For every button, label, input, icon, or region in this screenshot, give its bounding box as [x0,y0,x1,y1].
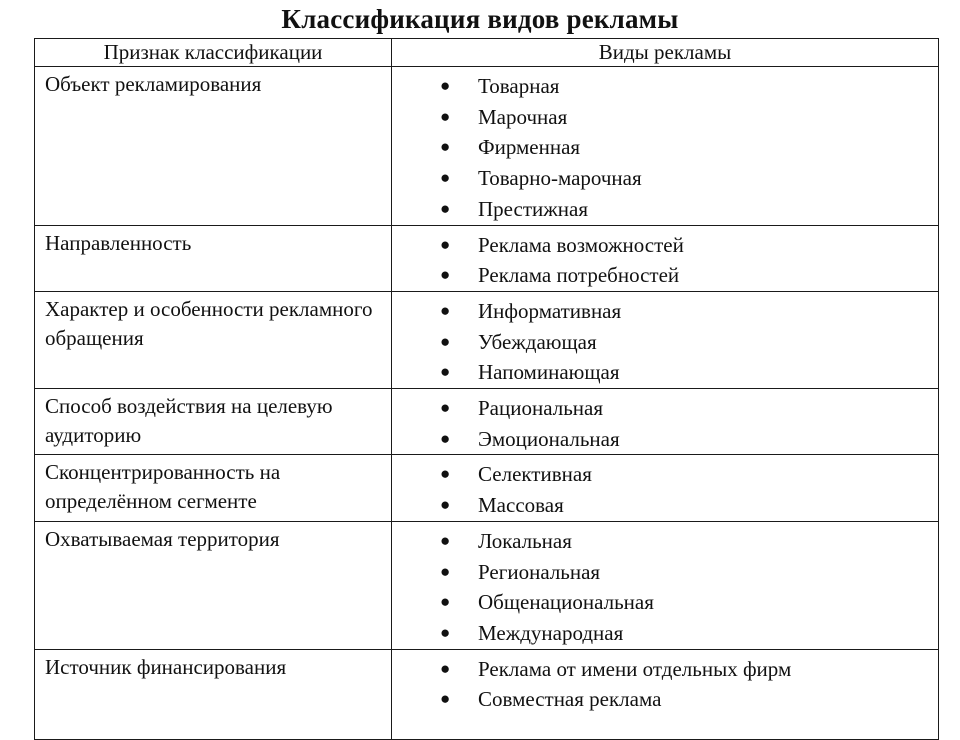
bullet-icon: ● [440,76,451,95]
list-item: ● Рациональная [392,393,938,424]
types-list [392,296,938,388]
list-item: ● Совместная реклама [392,684,938,715]
bullet-icon: ● [440,530,451,550]
list-item: ● Информативная [392,296,938,327]
table-row [35,389,939,455]
types-list [392,71,938,225]
types-cell [392,521,939,649]
bullet-icon: ● [440,137,451,157]
bullet-icon: ● [440,689,451,709]
list-item: ● Массовая [392,490,938,521]
list-item: ● Общенациональная [392,587,938,618]
bullet-icon: ● [440,362,451,382]
list-item: ● Локальная [392,526,938,557]
header-types: Виды рекламы [392,39,939,67]
types-cell [392,67,939,226]
criterion-cell: Характер и особенности рекламного обращения [35,291,392,388]
list-item: ● Международная [392,618,938,649]
bullet-icon: ● [440,234,451,254]
list-item: ● Реклама потребностей [392,260,938,291]
criterion-cell: Направленность [35,225,392,291]
bullet-icon: ● [440,592,451,612]
table-row [35,455,939,521]
list-item: ● Марочная [392,102,938,133]
header-criterion: Признак классификации [35,39,392,67]
types-list [392,654,938,715]
table-row [35,67,939,226]
types-cell [392,649,939,739]
criterion-cell: Сконцентрированность на определённом сегменте [35,455,392,521]
bullet-icon: ● [440,331,451,351]
types-list [392,459,938,520]
document-title: Классификация видов рекламы [281,4,679,34]
bullet-icon: ● [440,398,451,418]
bullet-icon: ● [440,265,451,285]
bullet-icon: ● [440,106,451,126]
list-item: ● Товарно-марочная [392,163,938,194]
classification-table [34,38,939,740]
list-item: ● Региональная [392,557,938,588]
types-list [392,230,938,291]
table-row [35,521,939,649]
list-item: ● Фирменная [392,132,938,163]
types-list [392,526,938,649]
types-cell [392,455,939,521]
types-cell [392,389,939,455]
bullet-icon: ● [440,622,451,642]
bullet-icon: ● [440,464,451,484]
types-cell [392,291,939,388]
table-row [35,291,939,388]
list-item: ● Реклама от имени отдельных фирм [392,654,938,685]
list-item: ● Товарная [392,71,938,102]
criterion-cell: Способ воздействия на целевую аудиторию [35,389,392,455]
bullet-icon: ● [440,561,451,581]
bullet-icon: ● [440,428,451,448]
list-item: ● Престижная [392,194,938,225]
bullet-icon: ● [440,300,451,320]
list-item: ● Эмоциональная [392,424,938,455]
list-item: ● Убеждающая [392,327,938,358]
types-list [392,393,938,454]
criterion-cell: Объект рекламирования [35,67,392,226]
list-item: ● Напоминающая [392,357,938,388]
criterion-cell: Источник финансирования [35,649,392,739]
table-header-row [35,39,939,67]
list-item: ● Реклама возможностей [392,230,938,261]
bullet-icon: ● [440,198,451,218]
list-item: ● Селективная [392,459,938,490]
table-row [35,649,939,739]
table-row [35,225,939,291]
bullet-icon: ● [440,495,451,515]
bullet-icon: ● [440,658,451,678]
bullet-icon: ● [440,168,451,188]
types-cell [392,225,939,291]
criterion-cell: Охватываемая территория [35,521,392,649]
